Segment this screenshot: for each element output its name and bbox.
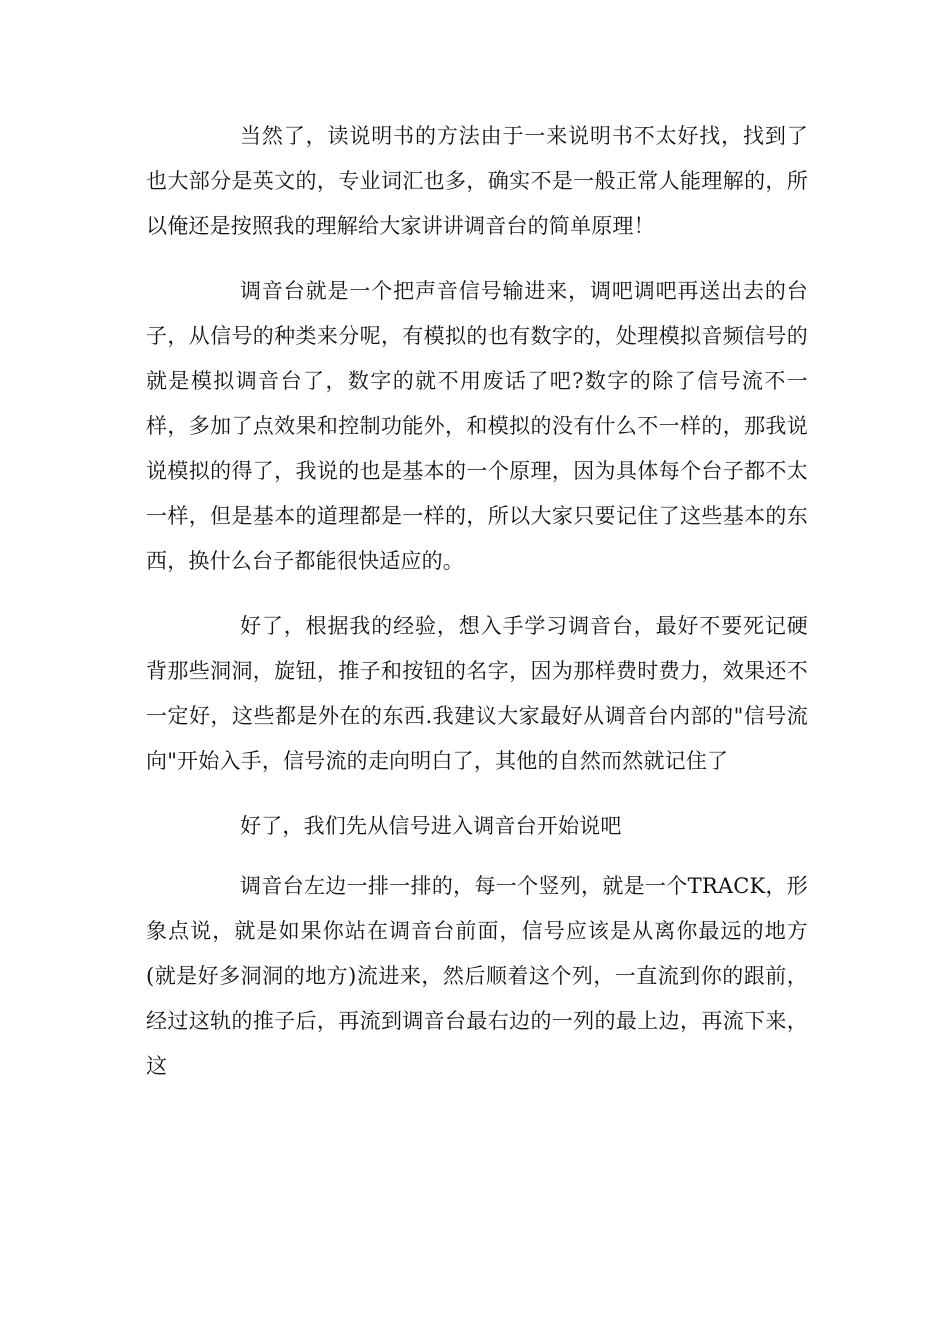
- paragraph-reading-manual: 当然了，读说明书的方法由于一来说明书不太好找，找到了也大部分是英文的，专业词汇也多，确实不是一般正常人能理解的，所以俺还是按照我的理解给大家讲讲调音台的简单原理！: [146, 124, 808, 238]
- paragraph-start-signal-input: 好了，我们先从信号进入调音台开始说吧: [240, 814, 622, 838]
- paragraph-track-description: 调音台左边一排一排的，每一个竖列，就是一个TRACK，形象点说，就是如果你站在调音台前面，信号应该是从离你最远的地方(就是好多洞洞的地方)流进来，然后顺着这个列，一直流到你的跟前，经过这轨的推子后，再流到调音台最右边的一列的最上边，再流下来，这: [146, 874, 808, 1078]
- paragraph-signal-flow-advice: 好了，根据我的经验，想入手学习调音台，最好不要死记硬背那些洞洞，旋钮，推子和按钮的名字，因为那样费时费力，效果还不一定好，这些都是外在的东西.我建议大家最好从调音台内部的"信号流向"开始入手，信号流的走向明白了，其他的自然而然就记住了: [146, 614, 808, 773]
- document-page: [146, 114, 808, 1109]
- paragraph-mixer-definition: 调音台就是一个把声音信号输进来，调吧调吧再送出去的台子，从信号的种类来分呢，有模拟的也有数字的，处理模拟音频信号的就是模拟调音台了，数字的就不用废话了吧?数字的除了信号流不一样，多加了点效果和控制功能外，和模拟的没有什么不一样的，那我说说模拟的得了，我说的也是基本的一个原理，因为具体每个台子都不太一样，但是基本的道理都是一样的，所以大家只要记住了这些基本的东西，换什么台子都能很快适应的。: [146, 279, 808, 573]
